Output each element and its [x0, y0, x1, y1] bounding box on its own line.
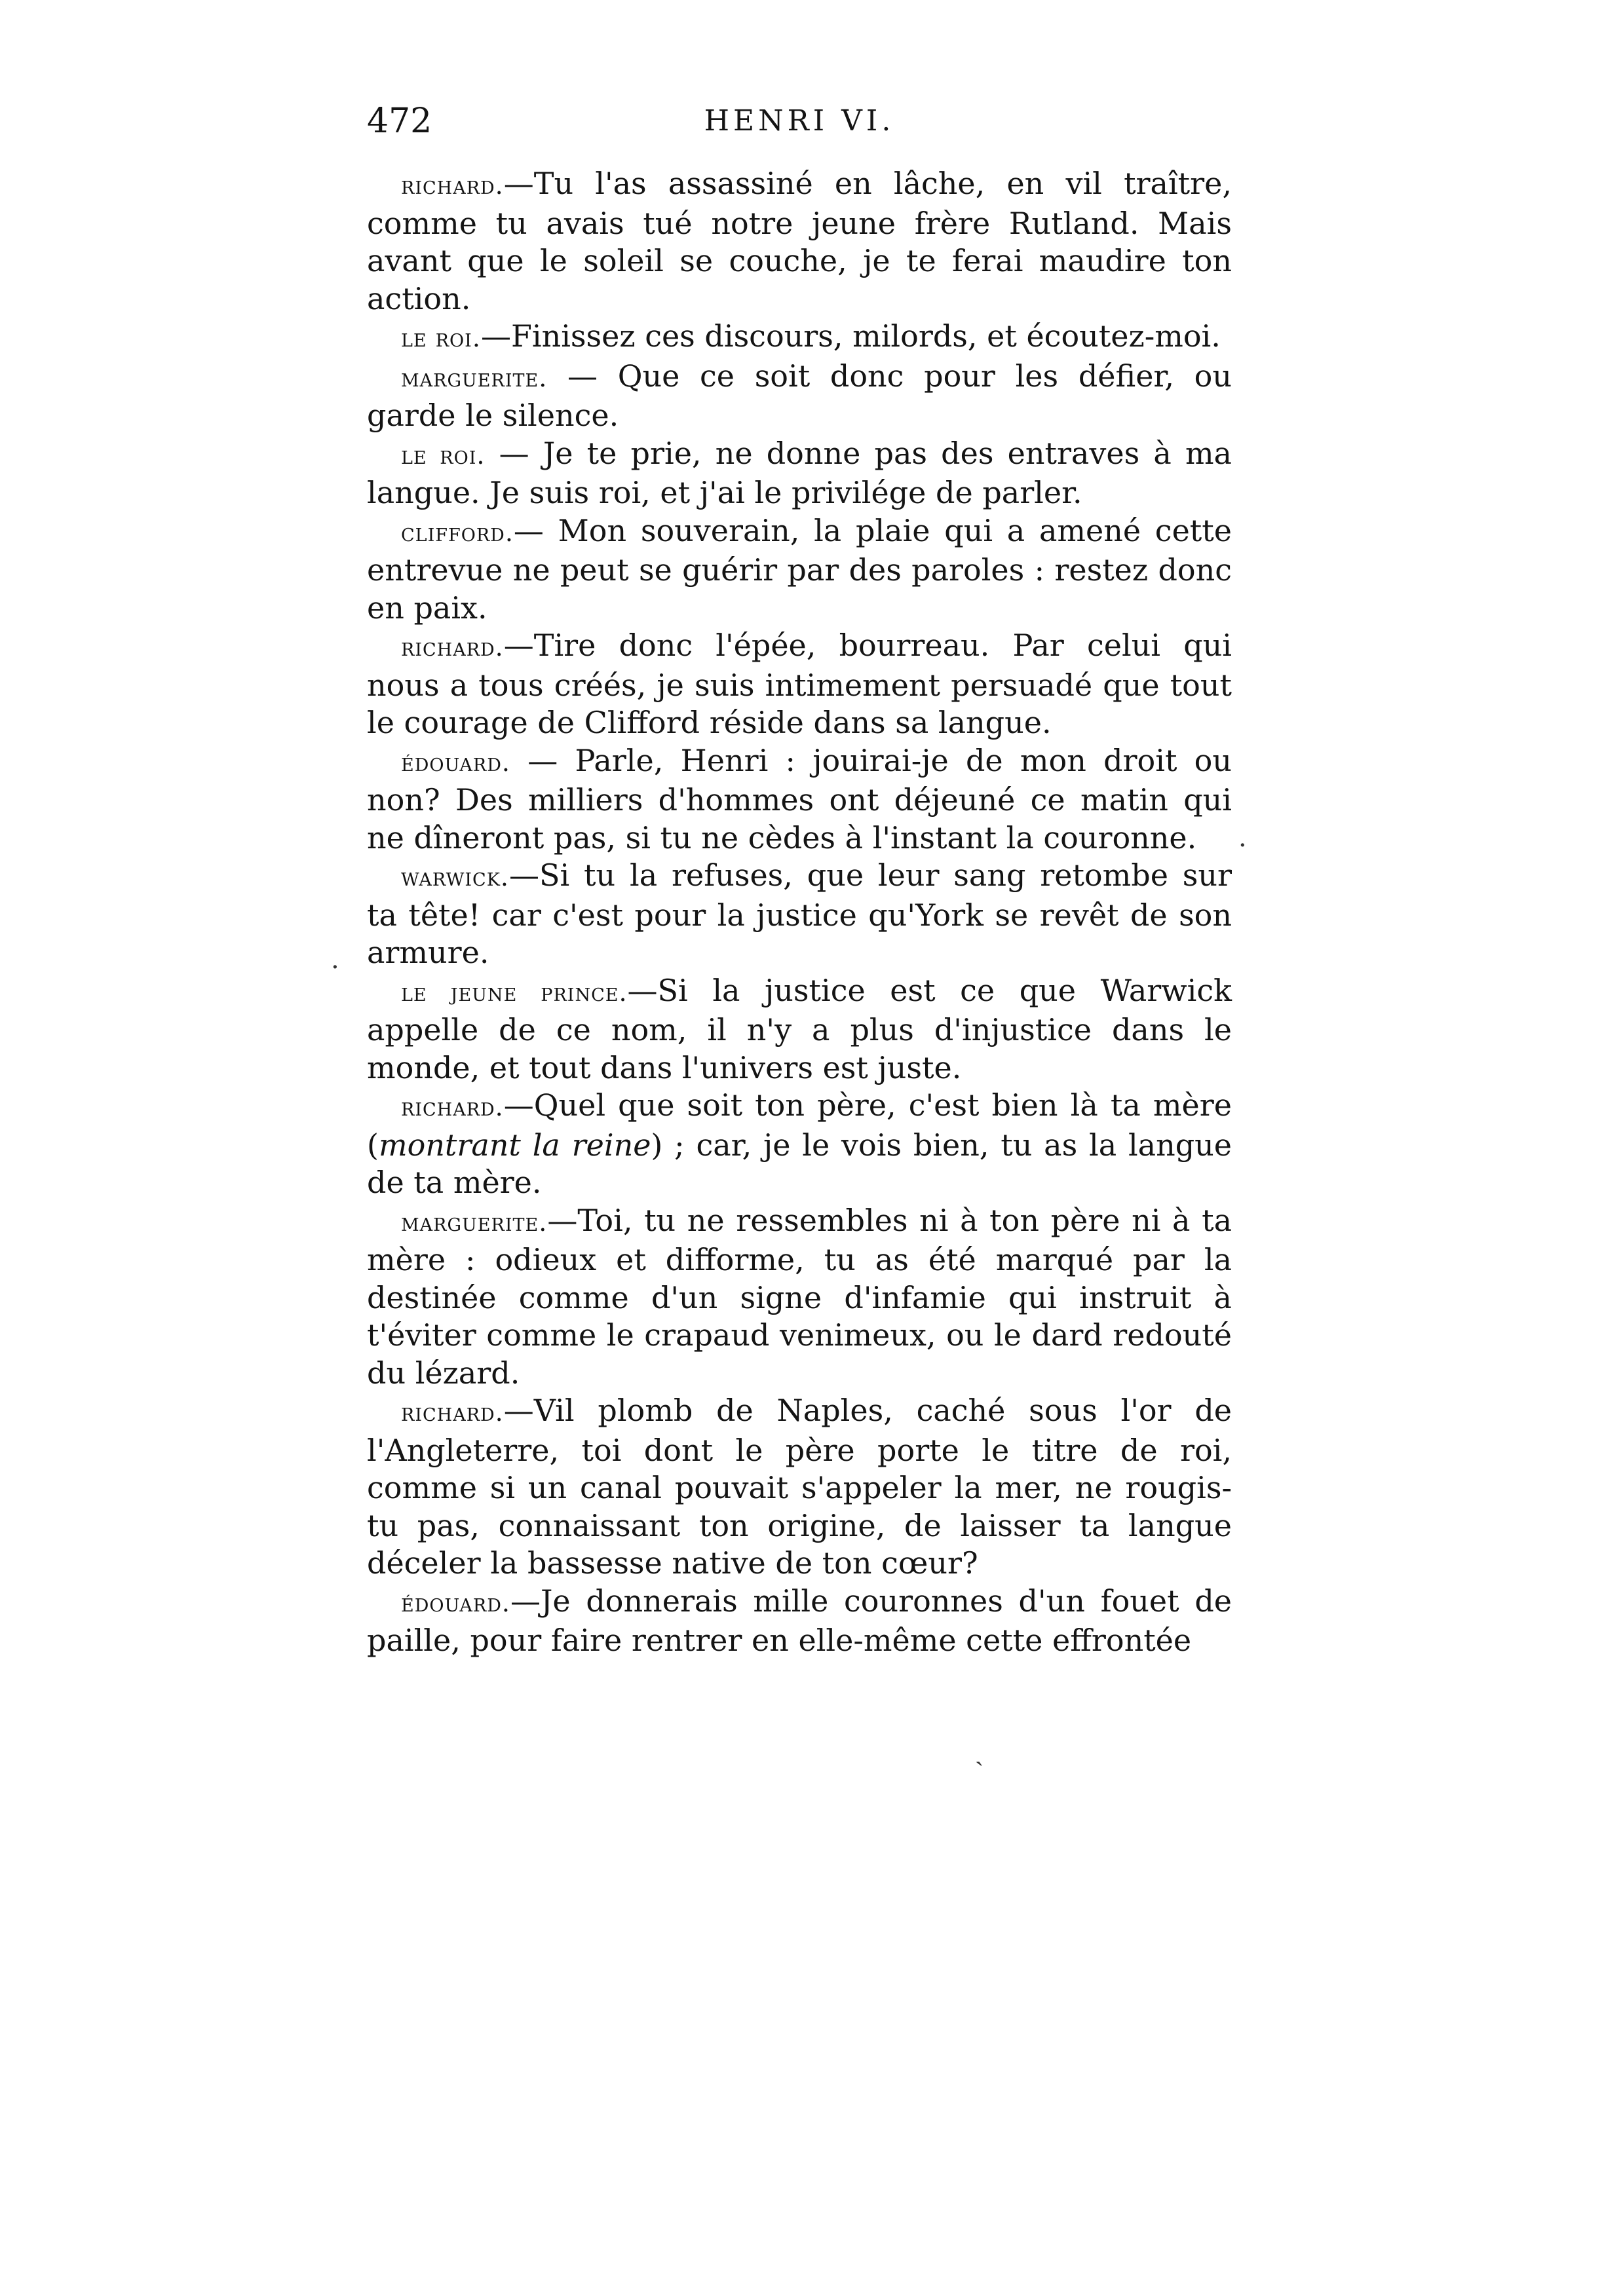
speech-text: Parle, Henri : jouirai-je de mon droit ou non? Des milliers d'hommes ont déjeuné ce matin qui ne dîneront pas, si tu ne cèdes à l'instant la couronne.	[367, 742, 1232, 856]
speech	[367, 165, 1232, 318]
speech	[367, 742, 1232, 857]
speech	[367, 972, 1232, 1087]
stage-direction: montrant la reine	[378, 1127, 651, 1163]
dash: —	[503, 628, 534, 663]
speech	[367, 358, 1232, 435]
page-header	[367, 98, 1232, 144]
speech	[367, 857, 1232, 972]
speech	[367, 318, 1232, 358]
speech	[367, 1583, 1232, 1660]
speaker-name: édouard.	[401, 1588, 510, 1617]
speech	[367, 435, 1232, 512]
speech-text: Tire donc l'épée, bourreau. Par celui qui nous a tous créés, je suis intimement persuadé que tout le courage de Clifford réside dans sa langue.	[367, 628, 1232, 740]
dash: —	[508, 857, 539, 893]
speaker-name: richard.	[401, 1398, 504, 1427]
speaker-name: warwick.	[401, 863, 509, 892]
dash: —	[547, 358, 618, 394]
speaker-name: richard.	[401, 171, 504, 200]
speech-text: Quel que soit ton père, c'est bien là ta mère (	[367, 1087, 1232, 1163]
speaker-name: le roi.	[401, 440, 486, 470]
speech-text: Que ce soit donc pour les défier, ou garde le silence.	[367, 358, 1232, 433]
speech-text: Je te prie, ne donne pas des entraves à ma langue. Je suis roi, et j'ai le privilége de parler.	[367, 435, 1232, 510]
speech-text: Toi, tu ne ressembles ni à ton père ni à ta mère : odieux et difforme, tu as été marqué par la destinée comme d'un signe d'infamie qui instruit à t'éviter comme le crapaud venimeux, ou le dard redouté du lézard.	[367, 1202, 1232, 1391]
dialogue-text	[367, 165, 1232, 1660]
dash: —	[513, 512, 558, 548]
speaker-name: le roi.	[401, 324, 481, 352]
speech-text: ) ; car, je le vois bien, tu as la langue de ta mère.	[367, 1127, 1232, 1200]
dash: —	[503, 1087, 534, 1123]
speaker-name: richard.	[401, 1093, 504, 1121]
speech-text: Tu l'as assassiné en lâche, en vil traître, comme tu avais tué notre jeune frère Rutland. Mais avant que le soleil se couche, je te ferai maudire ton action.	[367, 166, 1232, 316]
speech-text: Vil plomb de Naples, caché sous l'or de l'Angleterre, toi dont le père porte le titre de roi, comme si un canal pouvait s'appeler la mer, ne rougis-tu pas, connaissant ton origine, de laisser ta langue déceler la bassesse native de ton cœur?	[367, 1393, 1232, 1581]
speech-text: Finissez ces discours, milords, et écoutez-moi.	[510, 318, 1221, 354]
running-title: HENRI VI.	[704, 104, 895, 138]
speaker-name: le jeune prince.	[401, 977, 628, 1007]
speech	[367, 1087, 1232, 1202]
speaker-name: clifford.	[401, 518, 514, 547]
stray-mark: ˎ	[975, 1737, 984, 1767]
speech-text: Si tu la refuses, que leur sang retombe sur ta tête! car c'est pour la justice qu'York se revêt de son armure.	[367, 857, 1232, 970]
page-number: 472	[367, 102, 432, 141]
stray-mark: ·	[1238, 831, 1247, 861]
speech	[367, 1202, 1232, 1393]
dash: —	[503, 1393, 534, 1428]
dash: —	[480, 318, 511, 354]
speaker-name: marguerite.	[401, 1207, 548, 1237]
speaker-name: édouard.	[401, 747, 510, 777]
speech-text: Mon souverain, la plaie qui a amené cette entrevue ne peut se guérir par des paroles : restez donc en paix.	[367, 512, 1232, 626]
speech-text: Si la justice est ce que Warwick appelle de ce nom, il n'y a plus d'injustice dans le monde, et tout dans l'univers est juste.	[367, 972, 1232, 1085]
dash: —	[503, 166, 534, 201]
speech	[367, 1392, 1232, 1583]
stray-mark: .	[331, 945, 339, 975]
speaker-name: richard.	[401, 633, 504, 662]
dash: —	[485, 435, 543, 471]
dash: —	[547, 1202, 578, 1238]
speech	[367, 627, 1232, 742]
speech	[367, 512, 1232, 628]
speech-text: Je donnerais mille couronnes d'un fouet de paille, pour faire rentrer en elle-même cette effrontée	[367, 1583, 1232, 1658]
dash: —	[510, 1583, 541, 1619]
dash: —	[510, 742, 575, 778]
dash: —	[627, 972, 658, 1008]
speaker-name: marguerite.	[401, 363, 548, 392]
